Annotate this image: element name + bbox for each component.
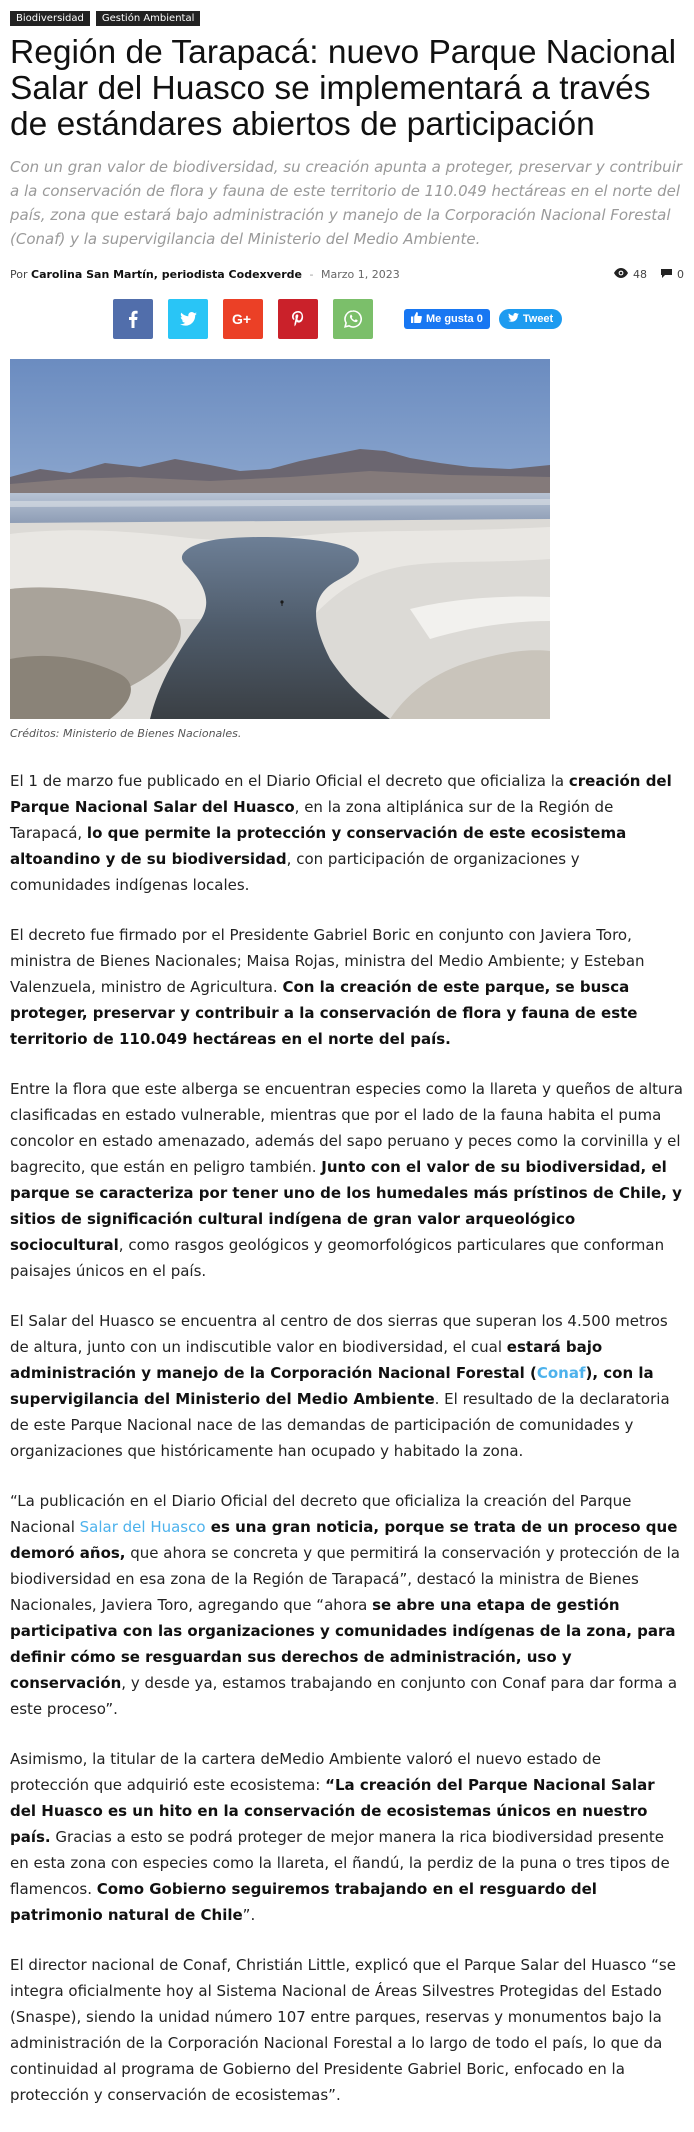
article-paragraph bbox=[10, 922, 684, 1052]
bold-text: “La creación del Parque Nacional Salar del Huasco es un hito en la conservación de ecosistemas únicos en nuestro país. bbox=[10, 1776, 655, 1846]
comments-value: 0 bbox=[677, 267, 684, 281]
byline-separator: - bbox=[309, 267, 314, 281]
byline-prefix: Por bbox=[10, 267, 28, 281]
facebook-icon bbox=[128, 310, 138, 328]
thumbs-up-icon bbox=[411, 312, 422, 326]
article-paragraph bbox=[10, 1308, 684, 1464]
google-plus-icon bbox=[232, 312, 254, 326]
twitter-bird-icon bbox=[508, 313, 519, 325]
tweet-button[interactable] bbox=[499, 309, 562, 329]
svg-text:G+: G+ bbox=[232, 312, 252, 326]
text-run: ”. bbox=[242, 1906, 256, 1924]
text-run: que ahora se concreta y que permitirá la conservación y protección de la biodiversidad en esa zona de la Región de Tarapacá”, destacó la ministra de Bienes Nacionales, Javiera Toro, agregando que “ahora bbox=[10, 1544, 680, 1614]
text-run: , y desde ya, estamos trabajando en conjunto con Conaf para dar forma a este proceso”. bbox=[10, 1674, 678, 1718]
tweet-label: Tweet bbox=[522, 313, 554, 325]
byline bbox=[10, 268, 400, 281]
like-label: Me gusta 0 bbox=[426, 313, 483, 325]
category-tags bbox=[10, 0, 684, 26]
article-title: Región de Tarapacá: nuevo Parque Nacional Salar del Huasco se implementará a través de estándares abiertos de participación bbox=[10, 34, 677, 143]
article-paragraph bbox=[10, 1746, 684, 1928]
social-counters bbox=[404, 309, 562, 329]
facebook-like-button[interactable] bbox=[404, 309, 490, 329]
article-paragraph bbox=[10, 1952, 684, 2108]
text-run: El Salar del Huasco se encuentra al centro de dos sierras que superan los 4.500 metros de altura, junto con un indiscutible valor en biodiversidad, el cual bbox=[10, 1312, 668, 1356]
text-run: “La publicación en el Diario Oficial del decreto que oficializa la creación del Parque Nacional bbox=[10, 1492, 632, 1536]
text-run: , con participación de organizaciones y comunidades indígenas locales. bbox=[10, 850, 580, 894]
article-paragraph bbox=[10, 768, 684, 898]
category-tag-gestion-ambiental[interactable]: Gestión Ambiental bbox=[96, 11, 200, 26]
text-run: El decreto fue firmado por el Presidente Gabriel Boric en conjunto con Javiera Toro, ministra de Bienes Nacionales; Maisa Rojas, ministra del Medio Ambiente; y Esteban Valenzuela, ministro de Agricultura. bbox=[10, 926, 645, 996]
text-run: , como rasgos geológicos y geomorfológicos particulares que conforman paisajes únicos en el país. bbox=[10, 1236, 665, 1280]
text-run: Asimismo, la titular de la cartera deMedio Ambiente valoró el nuevo estado de protección que adquirió este ecosistema: bbox=[10, 1750, 601, 1794]
share-google-plus-button[interactable] bbox=[223, 299, 263, 339]
comments-count[interactable] bbox=[661, 268, 684, 281]
article-stats bbox=[614, 268, 684, 281]
text-run: Entre la flora que este alberga se encuentran especies como la llareta y queños de altura clasificadas en estado vulnerable, mientras que por el lado de la fauna habita el puma concolor en estado amenazado, además del sapo peruano y peces como la corvinilla y el bagrecito, que están en peligro también. bbox=[10, 1080, 683, 1176]
share-bar bbox=[10, 299, 684, 339]
text-run: , en la zona altiplánica sur de la Región de Tarapacá, bbox=[10, 798, 614, 842]
inline-link[interactable]: Conaf bbox=[536, 1364, 586, 1382]
publish-date: Marzo 1, 2023 bbox=[321, 267, 400, 281]
bold-text: se abre una etapa de gestión participativa con las organizaciones y comunidades indígenas de la zona, para definir cómo se resguardan sus derechos de administración, uso y conservación bbox=[10, 1596, 676, 1692]
bold-text: estará bajo administración y manejo de la Corporación Nacional Forestal ( bbox=[10, 1338, 603, 1382]
text-run: El director nacional de Conaf, Christián Little, explicó que el Parque Salar del Huasco “se integra oficialmente hoy al Sistema Nacional de Áreas Silvestres Protegidas del Estado (Snaspe), siendo la unidad número 107 entre parques, reservas y monumentos bajo la administración de la Corporación Nacional Forestal a lo largo de todo el país, lo que da continuidad al programa de Gobierno del Presidente Gabriel Boric, enfocado en la protección y conservación de ecosistemas”. bbox=[10, 1956, 676, 2104]
category-tag-biodiversidad[interactable]: Biodiversidad bbox=[10, 11, 90, 26]
salar-landscape-photo bbox=[10, 359, 550, 719]
share-twitter-button[interactable] bbox=[168, 299, 208, 339]
views-value: 48 bbox=[633, 267, 647, 281]
comment-icon bbox=[661, 268, 672, 281]
article-meta bbox=[10, 265, 684, 283]
photo-caption: Créditos: Ministerio de Bienes Nacionales. bbox=[10, 727, 242, 740]
inline-link[interactable]: Salar del Huasco bbox=[79, 1518, 206, 1536]
share-whatsapp-button[interactable] bbox=[333, 299, 373, 339]
bold-text: lo que permite la protección y conservación de este ecosistema altoandino y de su biodiversidad bbox=[10, 824, 627, 868]
bold-text: es una gran noticia, porque se trata de un proceso que demoró años, bbox=[10, 1518, 678, 1562]
article-figure bbox=[10, 359, 684, 740]
article-paragraph bbox=[10, 1488, 684, 1722]
twitter-icon bbox=[180, 312, 197, 326]
bold-text: creación del Parque Nacional Salar del Huasco bbox=[10, 772, 672, 816]
article-subtitle: Con un gran valor de biodiversidad, su creación apunta a proteger, preservar y contribuir a la conservación de flora y fauna de este territorio de 110.049 hectáreas en el norte del país, zona que estará bajo administración y manejo de la Corporación Nacional Forestal (Conaf) y la supervigilancia del Ministerio del Medio Ambiente. bbox=[10, 158, 682, 248]
text-run: Gracias a esto se podrá proteger de mejor manera la rica biodiversidad presente en esta zona con especies como la llareta, el ñandú, la perdiz de la puna o tres tipos de flamencos. bbox=[10, 1828, 670, 1898]
bold-text: Como Gobierno seguiremos trabajando en el resguardo del patrimonio natural de Chile bbox=[10, 1880, 597, 1924]
bold-text: ), con la supervigilancia del Ministerio del Medio Ambiente bbox=[10, 1364, 654, 1408]
share-facebook-button[interactable] bbox=[113, 299, 153, 339]
share-pinterest-button[interactable] bbox=[278, 299, 318, 339]
author-link[interactable]: Carolina San Martín, periodista Codexverde bbox=[31, 267, 303, 281]
pinterest-icon bbox=[292, 311, 304, 327]
article-paragraph bbox=[10, 1076, 684, 1284]
bold-text: Junto con el valor de su biodiversidad, el parque se caracteriza por tener uno de los humedales más prístinos de Chile, y sitios de significación cultural indígena de gran valor arqueológico sociocultural bbox=[10, 1158, 682, 1254]
text-run: . El resultado de la declaratoria de este Parque Nacional nace de las demandas de participación de comunidades y organizaciones que históricamente han ocupado y habitado la zona. bbox=[10, 1390, 670, 1460]
article-body bbox=[10, 768, 684, 2108]
text-run: El 1 de marzo fue publicado en el Diario Oficial el decreto que oficializa la bbox=[10, 772, 569, 790]
whatsapp-icon bbox=[344, 310, 362, 328]
bold-text: Con la creación de este parque, se busca proteger, preservar y contribuir a la conservación de flora y fauna de este territorio de 110.049 hectáreas en el norte del país. bbox=[10, 978, 638, 1048]
eye-icon bbox=[614, 268, 628, 281]
views-count bbox=[614, 268, 647, 281]
